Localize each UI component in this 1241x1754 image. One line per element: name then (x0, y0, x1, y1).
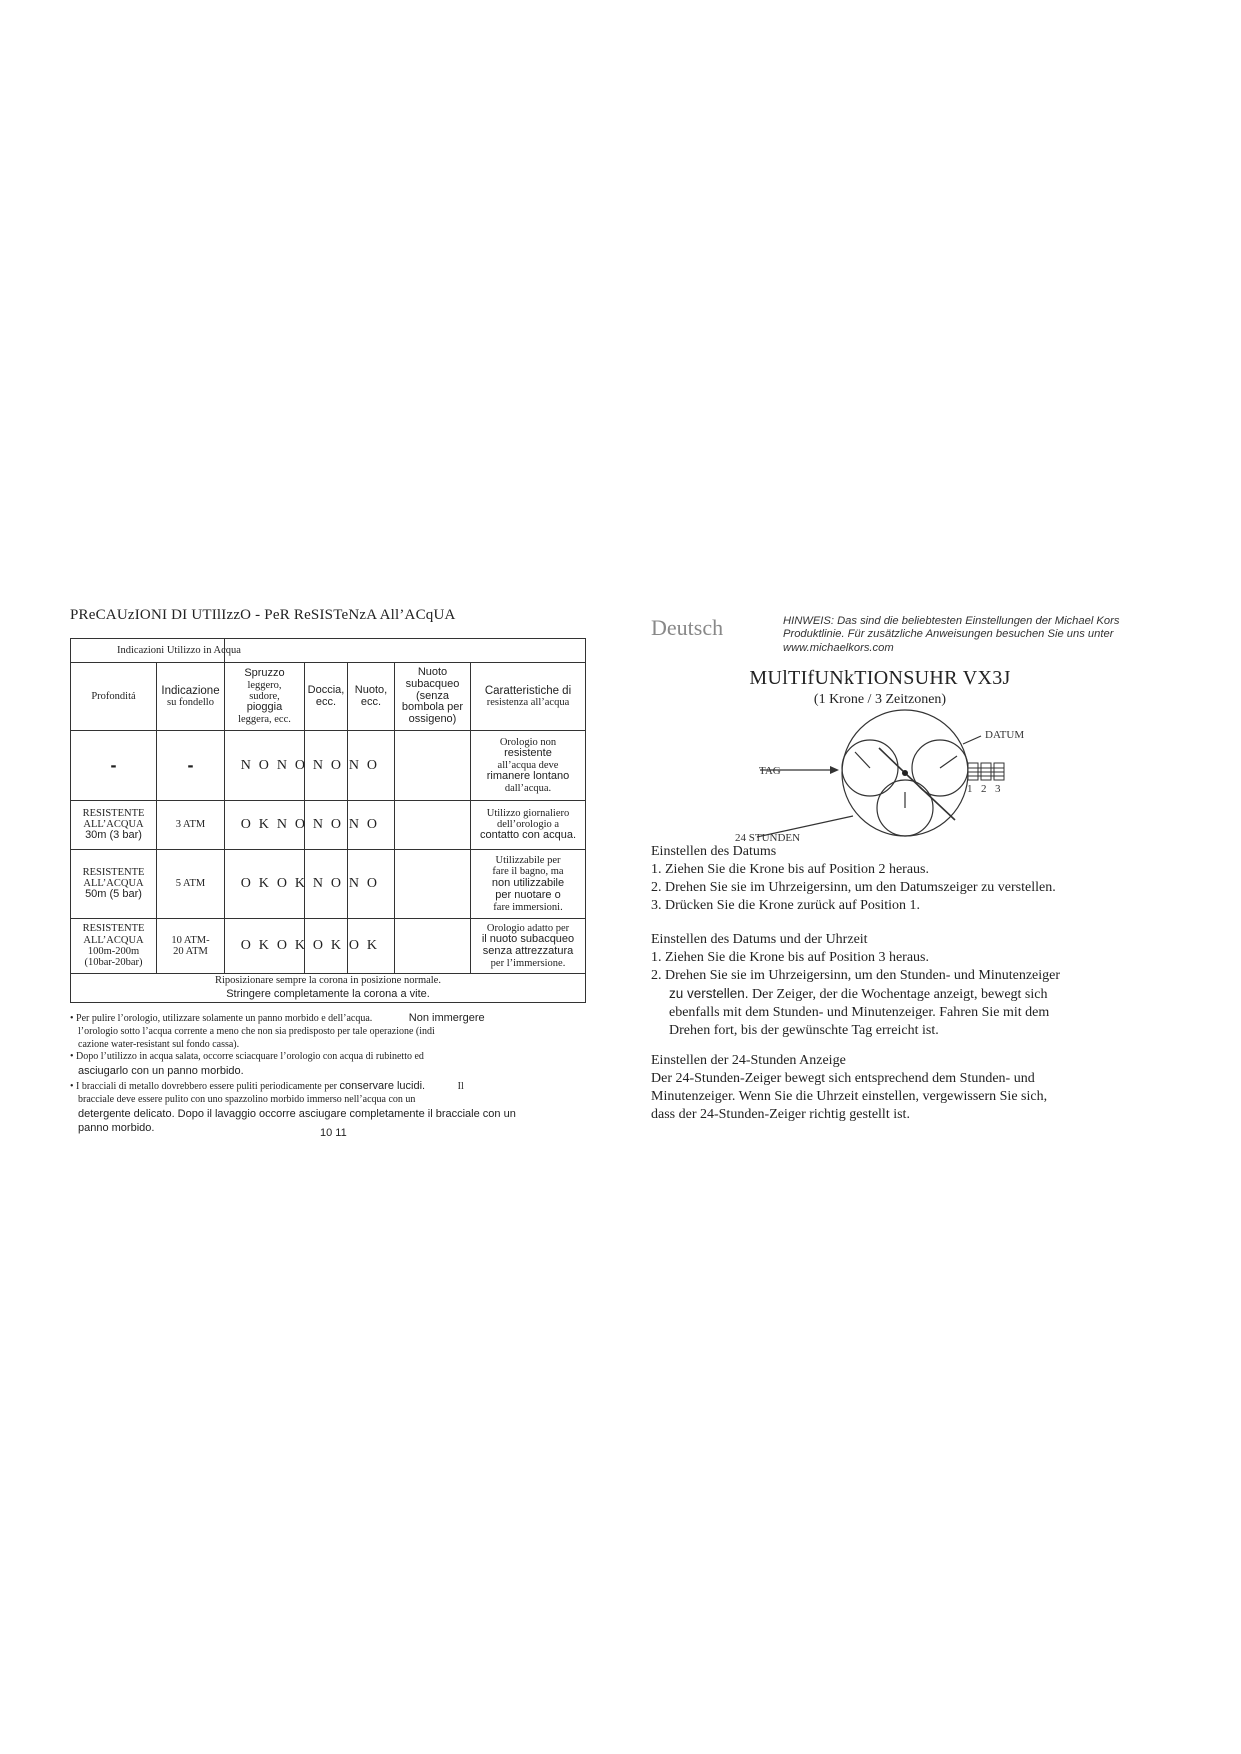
water-resistance-table (70, 638, 586, 1003)
section-heading: Einstellen des Datums (651, 844, 777, 859)
feature-line: dall’acqua. (504, 783, 552, 795)
hour-hand (879, 748, 905, 773)
datum-pointer (963, 736, 981, 744)
table-row-2-marks: O K N O N O N O (240, 817, 380, 833)
header-shower (305, 663, 347, 730)
header-splash-text: leggero, (247, 679, 282, 691)
note-line (70, 1107, 590, 1122)
header-features (471, 663, 585, 730)
caseback-line: 3 ATM (175, 819, 206, 831)
header-caseback (157, 663, 224, 730)
note-text: cazione water-resistant sul fondo cassa). (78, 1038, 240, 1050)
depth-line: RESISTENTE (82, 923, 145, 935)
table-row-4-depth (71, 919, 156, 973)
header-dive-text: ossigeno) (408, 713, 457, 726)
note-text: bracciale deve essere pulito con uno spazzolino morbido immerso nell’acqua con un (78, 1093, 416, 1105)
datum-label: DATUM (985, 729, 1025, 741)
instruction-line: dass der 24-Stunden-Zeiger richtig gestellt ist. (651, 1106, 910, 1122)
caseback-line: 20 ATM (173, 946, 208, 957)
tag-label: TAG (759, 765, 781, 777)
table-row-1-depth: - (110, 754, 117, 775)
tag-arrow-icon (830, 766, 839, 774)
table-row-4-features (471, 919, 585, 973)
center-pin (902, 770, 908, 776)
header-splash-text: pioggia (246, 701, 283, 714)
header-splash-text: leggera, ecc. (238, 714, 291, 726)
instruction-line: ebenfalls mit dem Stunden- und Minutenzeiger. Fahren Sie mit dem (669, 1004, 1050, 1020)
table-row-4-marks: O K O K O K O K (240, 938, 380, 954)
header-depth-text: Profonditá (91, 690, 136, 702)
instruction-text: zu verstellen. (669, 985, 749, 1001)
note-line (70, 1051, 590, 1064)
header-swim-text: Nuoto, (354, 683, 388, 696)
note-text: • Dopo l’utilizzo in acqua salata, occorre sciacquare l’orologio con acqua di rubinetto ed (70, 1051, 424, 1063)
feature-line: Utilizzabile per (495, 855, 561, 867)
depth-line: ALL’ACQUA (83, 934, 144, 946)
crown-position-2: 2 (981, 783, 987, 795)
instruction-line: 2. Drehen Sie sie im Uhrzeigersinn, um den Stunden- und Minutenzeiger (651, 967, 1061, 983)
header-splash (225, 663, 304, 730)
note-line (70, 1064, 590, 1079)
depth-line: RESISTENTE (82, 807, 145, 819)
feature-line: all’acqua deve (497, 759, 559, 771)
feature-line: per nuotare o (495, 888, 561, 901)
minute-hand (905, 773, 955, 820)
feature-line: non utilizzabile (491, 876, 565, 889)
date-hand (940, 756, 957, 768)
section-heading: Einstellen der 24-Stunden Anzeige (651, 1053, 846, 1068)
product-title: MUlTIfUNkTIONSUHR VX3J (749, 667, 1011, 689)
instruction-line: Drehen fort, bis der gewünschte Tag erreicht ist. (669, 1022, 939, 1038)
header-splash-text: sudore, (249, 690, 280, 702)
note-text: • Per pulire l’orologio, utilizzare solamente un panno morbido e dell’acqua. (70, 1013, 373, 1024)
depth-line: 30m (3 bar) (85, 829, 142, 842)
table-footer-line: Stringere completamente la corona a vite. (226, 988, 430, 1001)
product-subtitle: (1 Krone / 3 Zeitzonen) (813, 692, 947, 707)
depth-line: ALL’ACQUA (83, 878, 144, 890)
note-text: l’orologio sotto l’acqua corrente a meno che non sia predisposto per tale operazione (indi (78, 1025, 435, 1037)
hint-link[interactable]: www.michaelkors.com (783, 641, 894, 654)
note-line (70, 1094, 590, 1107)
note-text: Non immergere (408, 1012, 485, 1024)
feature-line: Orologio non (499, 736, 557, 748)
note-text: detergente delicato. Dopo il lavaggio occorre asciugare completamente il bracciale con un (78, 1107, 516, 1120)
feature-line: dell’orologio a (496, 819, 560, 831)
table-row-3-caseback (157, 850, 224, 918)
depth-line: 100m-200m (87, 946, 140, 957)
hint-note (783, 615, 1153, 655)
section-set-date-time (651, 931, 1141, 1039)
header-features-text: resistenza all’acqua (486, 697, 570, 709)
table-row-4-caseback (157, 919, 224, 973)
table-row-3-depth (71, 850, 156, 918)
crown-position-3: 3 (995, 783, 1001, 795)
instruction-line: 2. Drehen Sie sie im Uhrzeigersinn, um den Datumszeiger zu verstellen. (651, 879, 1056, 895)
hint-line: Produktlinie. Für zusätzliche Anweisungen besuchen Sie uns unter (783, 628, 1114, 641)
feature-line: fare immersioni. (493, 901, 563, 913)
header-swim (348, 663, 394, 730)
feature-line: rimanere lontano (486, 770, 570, 783)
section-heading: Einstellen des Datums und der Uhrzeit (651, 932, 868, 947)
caseback-line: 5 ATM (175, 878, 206, 890)
feature-line: per l’immersione. (490, 957, 566, 969)
instruction-line (651, 985, 1141, 1004)
note-text: conservare lucidi. (339, 1079, 426, 1092)
instruction-line: 1. Ziehen Sie die Krone bis auf Position 3 heraus. (651, 949, 930, 965)
table-row-1-caseback: - (187, 754, 194, 775)
feature-line: contatto con acqua. (479, 829, 576, 842)
header-dive-text: (senza (415, 689, 450, 702)
depth-line: (10bar-20bar) (84, 957, 143, 969)
note-text: asciugarlo con un panno morbido. (78, 1065, 244, 1078)
crown-stem-icon (968, 763, 1004, 780)
feature-line: Utilizzo giornaliero (486, 807, 570, 819)
header-dive-text: subacqueo (405, 677, 460, 690)
header-dive-text: bombola per (401, 701, 464, 714)
header-features-text: Caratteristiche di (484, 684, 572, 697)
feature-line: senza attrezzatura (482, 945, 574, 957)
day-hand (855, 752, 870, 768)
table-row-3-features (471, 850, 585, 918)
feature-line: il nuoto subacqueo (481, 933, 575, 946)
depth-line: ALL’ACQUA (83, 819, 144, 831)
table-row-2-caseback (157, 801, 224, 849)
depth-line: RESISTENTE (82, 866, 145, 878)
header-depth (71, 663, 156, 730)
note-text: Il (457, 1080, 464, 1092)
header-swim-text: ecc. (360, 695, 382, 708)
header-splash-text: Spruzzo (244, 666, 285, 679)
section-set-date (651, 843, 1121, 915)
header-caseback-text: su fondello (167, 697, 214, 709)
page-numbers: 10 11 (320, 1127, 347, 1140)
table-footer-line: Riposizionare sempre la corona in posizione normale. (215, 974, 441, 986)
hint-line: HINWEIS: Das sind die beliebtesten Einstellungen der Michael Kors (783, 615, 1120, 627)
instruction-line: Der 24-Stunden-Zeiger bewegt sich entsprechend dem Stunden- und (651, 1070, 1035, 1086)
table-row-3-marks: O K O K N O N O (240, 876, 380, 892)
table-row-2-features (471, 801, 585, 849)
table-row-1-marks: N O N O N O N O (240, 757, 380, 773)
instruction-line: Minutenzeiger. Wenn Sie die Uhrzeit einstellen, vergewissern Sie sich, (651, 1088, 1048, 1104)
page-title-italian: PReCAUzIONI DI UTIlIzzO - PeR ReSISTeNzA All’ACqUA (70, 607, 456, 623)
header-caseback-text: Indicazione (161, 684, 220, 697)
24h-label: 24 STUNDEN (735, 832, 801, 844)
table-row-2-depth (71, 801, 156, 849)
table-footer (71, 974, 585, 1002)
instruction-line: 1. Ziehen Sie die Krone bis auf Position 2 heraus. (651, 861, 930, 877)
note-line (70, 1079, 590, 1094)
note-line (70, 1039, 590, 1052)
note-line (70, 1026, 590, 1039)
table-group-header: Indicazioni Utilizzo in Acqua (117, 645, 241, 656)
header-dive-text: Nuoto (417, 665, 448, 678)
crown-position-1: 1 (967, 783, 973, 795)
depth-line: 50m (5 bar) (85, 888, 142, 901)
feature-line: fare il bagno, ma (492, 866, 564, 878)
note-text: • I bracciali di metallo dovrebbero essere puliti periodicamente per (70, 1080, 338, 1092)
feature-line: Orologio adatto per (486, 922, 570, 934)
header-shower-text: Doccia, (307, 683, 345, 696)
section-24h-display (651, 1052, 1131, 1124)
instruction-text: Der Zeiger, der die Wochentage anzeigt, bewegt sich (748, 986, 1048, 1002)
note-line (70, 1011, 590, 1026)
watch-dial-diagram (735, 708, 1065, 844)
header-dive (395, 663, 470, 730)
header-shower-text: ecc. (315, 695, 337, 708)
note-text: panno morbido. (78, 1122, 155, 1135)
caseback-line: 10 ATM- (171, 934, 210, 946)
table-row-1-features (471, 731, 585, 800)
care-notes (70, 1011, 590, 1140)
feature-line: resistente (504, 746, 552, 759)
language-label: Deutsch (651, 615, 724, 640)
instruction-line: 3. Drücken Sie die Krone zurück auf Position 1. (651, 897, 921, 913)
note-line (70, 1121, 590, 1140)
